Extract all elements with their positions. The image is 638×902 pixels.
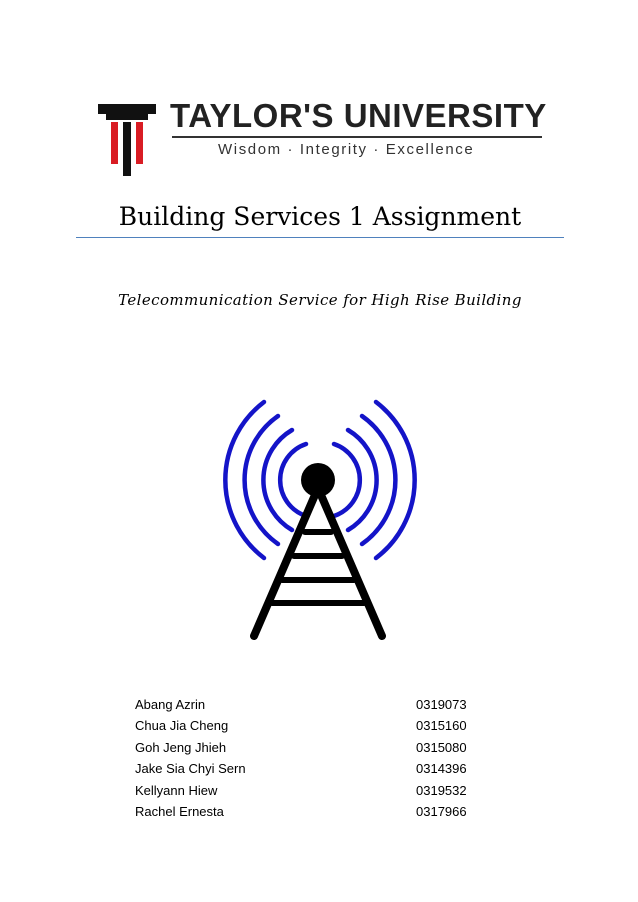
list-item	[135, 780, 495, 801]
member-name: Rachel Ernesta	[135, 803, 224, 819]
member-id: 0319073	[416, 697, 467, 712]
member-name: Goh Jeng Jhieh	[135, 739, 227, 755]
member-name: Abang Azrin	[135, 697, 206, 712]
university-logo	[96, 96, 548, 178]
list-item	[135, 694, 495, 715]
university-tagline: Wisdom · Integrity · Excellence	[218, 141, 475, 158]
logo-divider	[172, 136, 542, 138]
list-item	[135, 715, 495, 736]
member-id: 0314396	[416, 761, 467, 777]
page-title: Building Services 1 Assignment	[118, 202, 522, 231]
radio-tower-icon	[214, 398, 426, 642]
member-list	[135, 694, 495, 822]
title-divider	[76, 237, 564, 238]
member-name: Jake Sia Chyi Sern	[135, 761, 246, 777]
page-subtitle: Telecommunication Service for High Rise Building	[118, 291, 522, 309]
member-name: Kellyann Hiew	[135, 782, 218, 798]
university-emblem-icon	[96, 100, 158, 176]
member-name: Chua Jia Cheng	[135, 718, 229, 734]
list-item	[135, 737, 495, 758]
list-item	[135, 758, 495, 779]
member-id: 0315160	[416, 718, 467, 734]
member-id: 0315080	[416, 739, 467, 755]
member-id: 0319532	[416, 782, 467, 798]
member-id: 0317966	[416, 803, 467, 819]
university-name: TAYLOR'S UNIVERSITY	[170, 97, 547, 134]
list-item	[135, 801, 495, 822]
